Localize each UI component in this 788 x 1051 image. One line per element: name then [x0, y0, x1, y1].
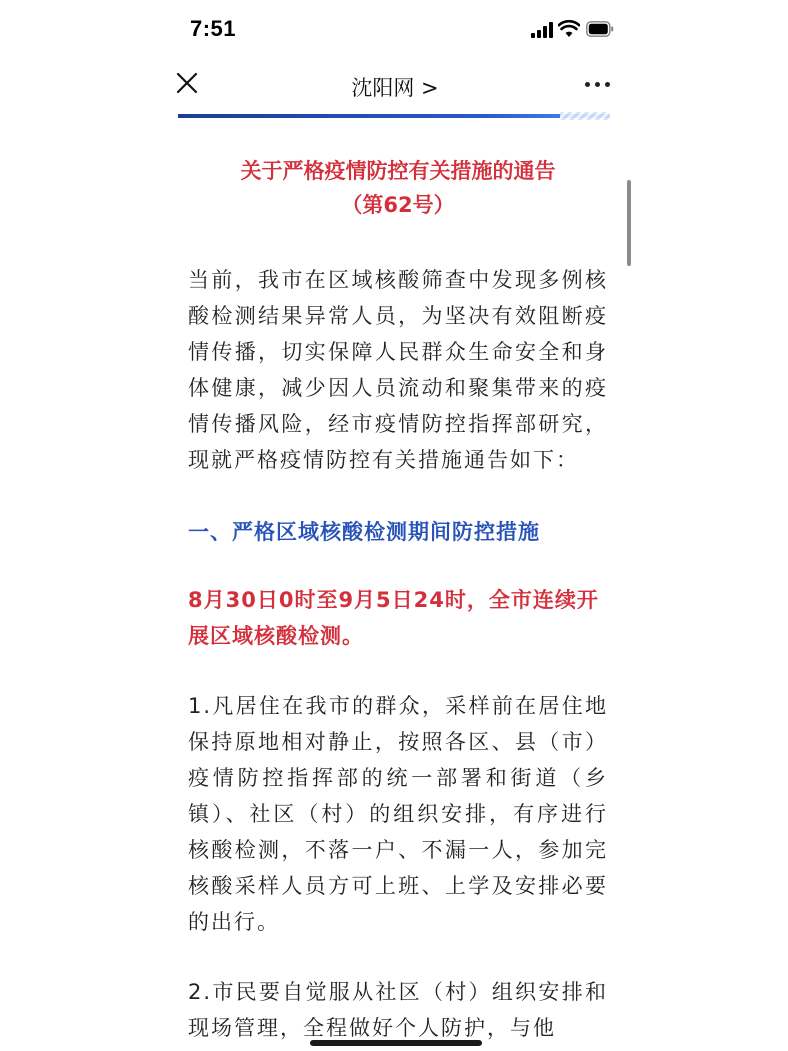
- intro-paragraph: 当前，我市在区域核酸筛查中发现多例核酸检测结果异常人员，为坚决有效阻断疫情传播，切实保障人民群众生命安全和身体健康，减少因人员流动和聚集带来的疫情传播风险，经市疫情防控指挥部研究，现就严格疫情防控有关措施通告如下：: [188, 268, 608, 472]
- battery-icon: [586, 21, 614, 37]
- measure-item-1: 1.凡居住在我市的群众，采样前在居住地保持原地相对静止，按照各区、县（市）疫情防控指挥部的统一部署和街道（乡镇）、社区（村）的组织安排，有序进行核酸检测，不落一户、不漏一人，参加完核酸采样人员方可上班、上学及安排必要的出行。: [188, 694, 608, 934]
- status-bar: [0, 0, 788, 60]
- header-banner-pattern: [560, 112, 610, 120]
- nav-title[interactable]: 沈阳网 >: [351, 76, 439, 100]
- more-icon[interactable]: [585, 82, 611, 88]
- cellular-signal-icon: [531, 22, 553, 38]
- article-subtitle: （第62号）: [341, 193, 455, 217]
- article-body: [188, 150, 608, 1046]
- wifi-icon: [558, 20, 580, 38]
- section-heading: 一、严格区域核酸检测期间防控措施: [188, 520, 540, 544]
- article-title: 关于严格疫情防控有关措施的通告: [240, 159, 556, 183]
- header-banner-strip: [178, 114, 610, 118]
- measure-item-2: 2.市民要自觉服从社区（村）组织安排和现场管理，全程做好个人防护，与他: [188, 980, 608, 1040]
- highlight-notice: 8月30日0时至9月5日24时，全市连续开展区域核酸检测。: [188, 588, 599, 648]
- home-indicator[interactable]: [310, 1040, 482, 1046]
- nav-bar: [155, 60, 635, 112]
- status-time: 7:51: [190, 16, 237, 41]
- scrollbar-thumb[interactable]: [627, 180, 631, 266]
